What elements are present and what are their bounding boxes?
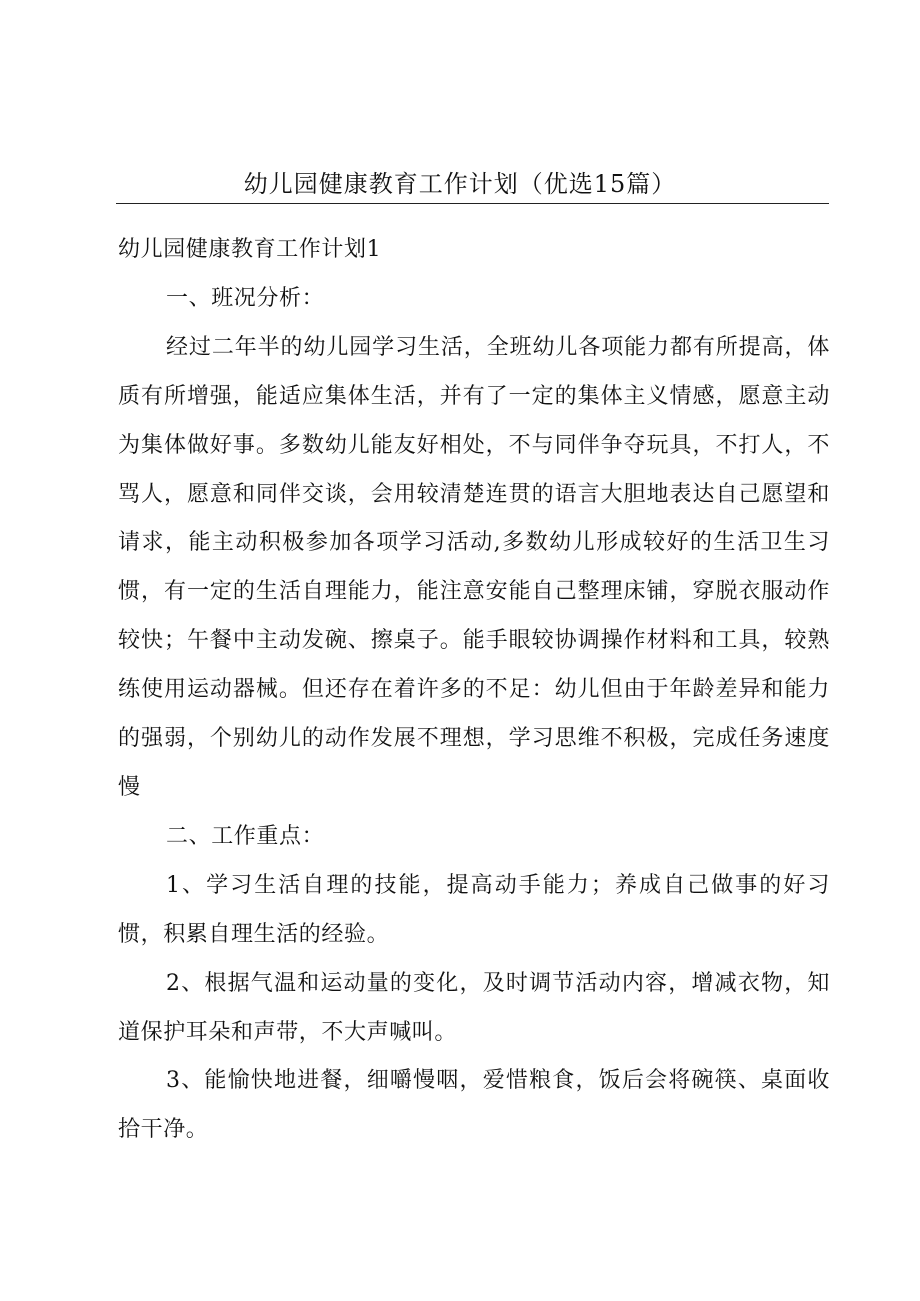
heading-work-focus: 二、工作重点： <box>166 823 325 849</box>
paragraph-class-analysis: 经过二年半的幼儿园学习生活，全班幼儿各项能力都有所提高，体质有所增强，能适应集体生活，并有了一定的集体主义情感，愿意主动为集体做好事。多数幼儿能友好相处，不与同伴争夺玩具，不打人，不骂人，愿意和同伴交谈，会用较清楚连贯的语言大胆地表达自己愿望和请求，能主动积极参加各项学习活动,多数幼儿形成较好的生活卫生习惯，有一定的生活自理能力，能注意安能自己整理床铺，穿脱衣服动作较快；午餐中主动发碗、擦桌子。能手眼较协调操作材料和工具，较熟练使用运动器械。但还存在着许多的不足：幼儿但由于年龄差异和能力的强弱，个别幼儿的动作发展不理想，学习思维不积极，完成任务速度慢 <box>118 334 830 800</box>
title-underline <box>116 203 829 204</box>
paragraph-work-focus-3: 3、能愉快地进餐，细嚼慢咽，爱惜粮食，饭后会将碗筷、桌面收拾干净。 <box>118 1068 830 1143</box>
document-body <box>118 226 830 1155</box>
paragraph-work-focus-2: 2、根据气温和运动量的变化，及时调节活动内容，增减衣物，知道保护耳朵和声带，不大声喊叫。 <box>118 970 830 1045</box>
paragraph-work-focus-1: 1、学习生活自理的技能，提高动手能力；养成自己做事的好习惯，积累自理生活的经验。 <box>118 872 830 947</box>
section-heading: 幼儿园健康教育工作计划1 <box>118 237 382 262</box>
document-title: 幼儿园健康教育工作计划（优选15篇） <box>243 170 677 198</box>
heading-class-analysis: 一、班况分析： <box>166 285 325 311</box>
